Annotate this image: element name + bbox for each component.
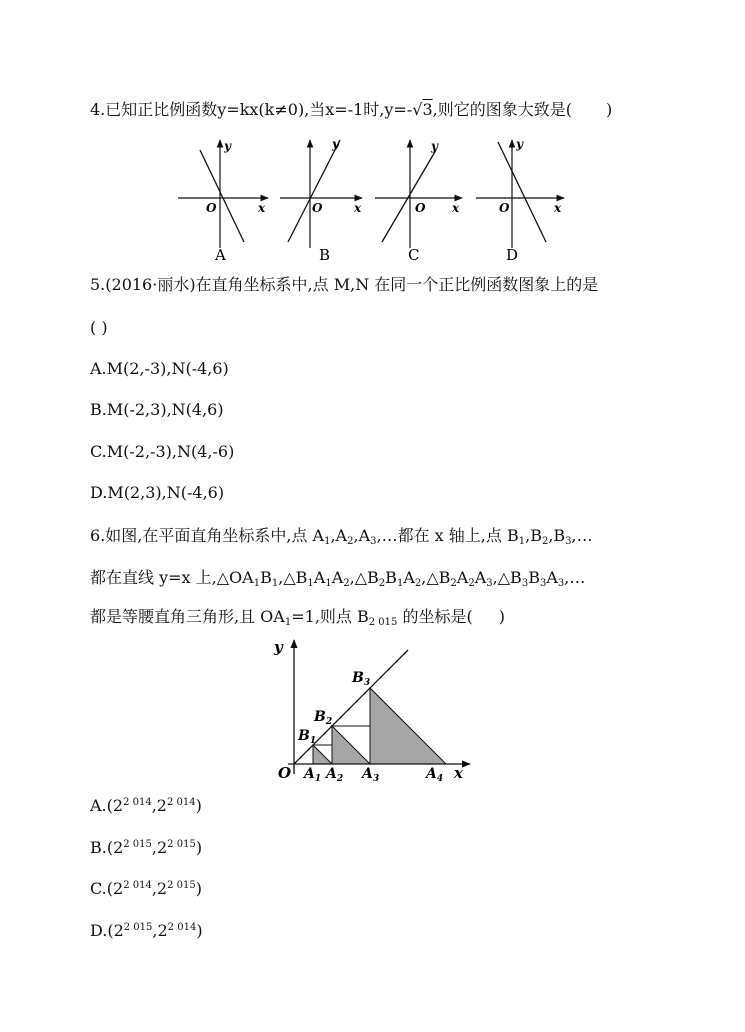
q6-option-a: $A.(2^{2 014},2^{2 014})$ <box>90 796 202 815</box>
triangle-b3a3a4 <box>370 688 446 764</box>
svg-text:x: x <box>454 764 463 782</box>
svg-text:B1: $B_1$ <box>298 728 317 746</box>
svg-text:A1: $A_1$ <box>304 766 322 784</box>
q5-option-c: C.M(-2,-3),N(4,-6) <box>90 442 235 461</box>
svg-text:A2: $A_2$ <box>326 766 344 784</box>
q6-option-d: $D.(2^{2 015},2^{2 014})$ <box>90 921 203 940</box>
svg-text:y: y <box>274 638 283 656</box>
q6-line3: 都是等腰直角三角形,且 $OA_1=1$,则点 $B_{2 015}$ 的坐标是( ) <box>90 607 505 628</box>
svg-text:x: x <box>354 201 362 215</box>
svg-text:y: y <box>431 139 438 153</box>
sqrt-symbol: √ <box>412 100 423 119</box>
svg-text:x: x <box>452 201 460 215</box>
svg-text:A4: $A_4$ <box>426 766 444 784</box>
q6-option-c: $C.(2^{2 014},2^{2 015})$ <box>90 879 202 898</box>
graph-label-a: A <box>215 246 226 264</box>
svg-text:O: O <box>278 764 292 782</box>
q5-option-d: D.M(2,3),N(-4,6) <box>90 483 225 502</box>
svg-text:O: O <box>312 201 323 215</box>
q5-option-a: A.M(2,-3),N(-4,6) <box>90 359 229 378</box>
q6-figure <box>270 632 480 787</box>
svg-text:x: x <box>554 201 562 215</box>
graph-b <box>280 137 362 248</box>
graph-c <box>375 139 462 248</box>
svg-text:O: O <box>415 201 426 215</box>
svg-text:y: y <box>224 139 231 153</box>
triangle-b2a2a3 <box>332 726 370 764</box>
q4-stem: 4.已知正比例函数y=kx(k≠0),当x=-1时,y=-√3,则它的图象大致是( ) <box>90 100 613 119</box>
q5-stem: 5.(2016·丽水)在直角坐标系中,点 M,N 在同一个正比例函数图象上的是 <box>90 275 599 294</box>
svg-text:A3: $A_3$ <box>362 766 380 784</box>
triangle-b1a1a2 <box>313 745 332 764</box>
q6-option-b: $B.(2^{2 015},2^{2 015})$ <box>90 838 203 857</box>
svg-text:x: x <box>258 201 266 215</box>
svg-text:B2: $B_2$ <box>314 709 333 727</box>
svg-text:y: y <box>516 137 523 151</box>
svg-text:O: O <box>206 201 217 215</box>
svg-text:B3: $B_3$ <box>352 670 371 688</box>
q6-line1: 6.如图,在平面直角坐标系中,点 $A_1,A_2,A_3,\dots$都在 x 轴上,点 $B_1,B_2,B_3,\dots$ <box>90 526 593 547</box>
svg-text:y: y <box>332 137 339 151</box>
q4-graphs <box>170 130 590 265</box>
graph-d <box>476 137 564 248</box>
svg-text:O: O <box>499 201 510 215</box>
graph-label-b: B <box>319 246 331 264</box>
graph-label-d: D <box>506 246 519 264</box>
q5-paren: ( ) <box>90 318 108 337</box>
graph-label-c: C <box>408 246 420 264</box>
graph-a <box>178 139 268 248</box>
q6-line2: 都在直线 y=x 上$,\triangle OA_1B_1,\triangle B_1A_1A_2,\triangle B_2B_1A_2,\triangle B_2A_2A_3,\triangle B_3B_3A_3,\dots$ <box>90 568 586 589</box>
q5-option-b: B.M(-2,3),N(4,6) <box>90 400 224 419</box>
